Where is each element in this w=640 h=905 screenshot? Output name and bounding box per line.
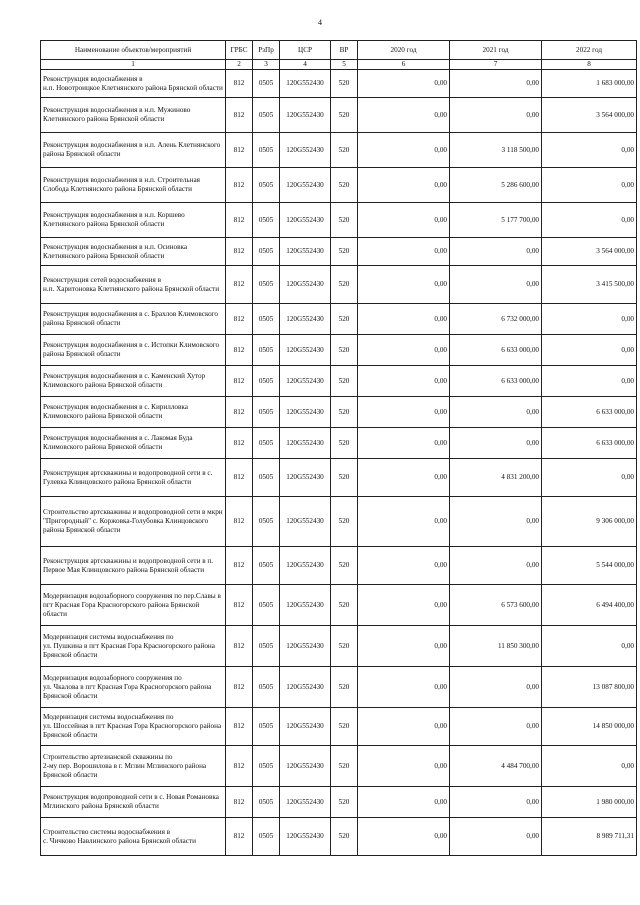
row-amount-2021: 6 633 000,00	[450, 335, 542, 366]
table-row	[41, 459, 637, 497]
row-name: Реконструкция водоснабжения в н.п. Алень Клетнянского района Брянской области	[41, 133, 226, 168]
row-name: Модернизация водозаборного сооружения по ул. Чкалова в пгт Красная Гора Красногорского района Брянской области	[41, 667, 226, 708]
row-amount-2020: 0,00	[358, 708, 450, 746]
row-rzpr: 0505	[253, 459, 280, 497]
row-csr: 120G552430	[280, 266, 331, 304]
row-csr: 120G552430	[280, 818, 331, 856]
row-amount-2022: 0,00	[542, 168, 637, 203]
row-name: Реконструкция водоснабжения в с. Брахлов Климовского района Брянской области	[41, 304, 226, 335]
row-grbs: 812	[226, 459, 253, 497]
table-row	[41, 238, 637, 266]
row-vr: 520	[331, 335, 358, 366]
row-name: Модернизация системы водоснабжения по ул. Шоссейная в пгт Красная Гора Красногорского района Брянской области	[41, 708, 226, 746]
row-csr: 120G552430	[280, 497, 331, 547]
row-amount-2021: 0,00	[450, 238, 542, 266]
row-rzpr: 0505	[253, 708, 280, 746]
row-vr: 520	[331, 459, 358, 497]
row-name: Реконструкция сетей водоснабжения в н.п. Харитоновка Клетнянского района Брянской области	[41, 266, 226, 304]
row-name: Реконструкция водоснабжения в н.п. Строительная Слобода Клетнянского района Брянской области	[41, 168, 226, 203]
row-amount-2021: 3 118 500,00	[450, 133, 542, 168]
row-rzpr: 0505	[253, 133, 280, 168]
table-row	[41, 335, 637, 366]
row-rzpr: 0505	[253, 397, 280, 428]
row-rzpr: 0505	[253, 203, 280, 238]
row-amount-2021: 0,00	[450, 818, 542, 856]
row-amount-2020: 0,00	[358, 585, 450, 626]
row-grbs: 812	[226, 133, 253, 168]
row-vr: 520	[331, 497, 358, 547]
column-number: 1	[41, 60, 226, 70]
header-2020: 2020 год	[358, 41, 450, 60]
row-amount-2020: 0,00	[358, 818, 450, 856]
header-rzpr: РзПр	[253, 41, 280, 60]
row-vr: 520	[331, 366, 358, 397]
row-rzpr: 0505	[253, 428, 280, 459]
row-csr: 120G552430	[280, 667, 331, 708]
row-amount-2020: 0,00	[358, 70, 450, 98]
row-vr: 520	[331, 428, 358, 459]
row-vr: 520	[331, 708, 358, 746]
table-row	[41, 428, 637, 459]
row-csr: 120G552430	[280, 585, 331, 626]
row-name: Реконструкция водоснабжения в н.п. Новотроицкое Клетнянского района Брянской области	[41, 70, 226, 98]
row-amount-2022: 3 564 000,00	[542, 238, 637, 266]
row-name: Реконструкция водоснабжения в н.п. Осиновка Клетнянского района Брянской области	[41, 238, 226, 266]
table-row	[41, 585, 637, 626]
table-row	[41, 626, 637, 667]
row-amount-2021: 6 573 600,00	[450, 585, 542, 626]
row-amount-2020: 0,00	[358, 667, 450, 708]
row-amount-2022: 0,00	[542, 459, 637, 497]
row-grbs: 812	[226, 238, 253, 266]
header-vr: ВР	[331, 41, 358, 60]
row-grbs: 812	[226, 497, 253, 547]
row-amount-2022: 0,00	[542, 335, 637, 366]
row-name: Модернизация водозаборного сооружения по пер.Славы в пгт Красная Гора Красногорского района Брянской области	[41, 585, 226, 626]
row-amount-2022: 5 544 000,00	[542, 547, 637, 585]
row-amount-2021: 0,00	[450, 667, 542, 708]
row-amount-2020: 0,00	[358, 168, 450, 203]
row-csr: 120G552430	[280, 98, 331, 133]
row-rzpr: 0505	[253, 626, 280, 667]
row-amount-2022: 13 087 800,00	[542, 667, 637, 708]
row-amount-2021: 0,00	[450, 98, 542, 133]
row-vr: 520	[331, 585, 358, 626]
table-row	[41, 98, 637, 133]
row-amount-2020: 0,00	[358, 366, 450, 397]
row-csr: 120G552430	[280, 626, 331, 667]
row-amount-2020: 0,00	[358, 238, 450, 266]
row-grbs: 812	[226, 708, 253, 746]
row-csr: 120G552430	[280, 304, 331, 335]
row-amount-2020: 0,00	[358, 98, 450, 133]
row-csr: 120G552430	[280, 335, 331, 366]
row-vr: 520	[331, 70, 358, 98]
row-rzpr: 0505	[253, 98, 280, 133]
row-amount-2021: 5 177 700,00	[450, 203, 542, 238]
row-name: Модернизация системы водоснабжения по ул. Пушкина в пгт Красная Гора Красногорского района Брянской области	[41, 626, 226, 667]
row-rzpr: 0505	[253, 746, 280, 787]
row-amount-2022: 1 980 000,00	[542, 787, 637, 818]
table-row	[41, 497, 637, 547]
row-amount-2021: 11 850 300,00	[450, 626, 542, 667]
row-name: Реконструкция артскважины и водопроводной сети в с. Гулевка Клинцовского района Брянской области	[41, 459, 226, 497]
row-csr: 120G552430	[280, 168, 331, 203]
row-amount-2022: 0,00	[542, 366, 637, 397]
row-csr: 120G552430	[280, 708, 331, 746]
row-rzpr: 0505	[253, 168, 280, 203]
row-vr: 520	[331, 133, 358, 168]
row-amount-2022: 0,00	[542, 626, 637, 667]
column-number: 5	[331, 60, 358, 70]
table-row	[41, 746, 637, 787]
row-amount-2020: 0,00	[358, 203, 450, 238]
row-grbs: 812	[226, 366, 253, 397]
table-row	[41, 266, 637, 304]
row-rzpr: 0505	[253, 70, 280, 98]
row-vr: 520	[331, 626, 358, 667]
row-amount-2020: 0,00	[358, 133, 450, 168]
row-grbs: 812	[226, 304, 253, 335]
row-amount-2020: 0,00	[358, 397, 450, 428]
row-rzpr: 0505	[253, 818, 280, 856]
row-csr: 120G552430	[280, 547, 331, 585]
header-2022: 2022 год	[542, 41, 637, 60]
row-rzpr: 0505	[253, 238, 280, 266]
row-amount-2022: 0,00	[542, 203, 637, 238]
table-row	[41, 818, 637, 856]
budget-table	[40, 40, 637, 856]
row-amount-2020: 0,00	[358, 459, 450, 497]
table-row	[41, 667, 637, 708]
row-csr: 120G552430	[280, 133, 331, 168]
row-grbs: 812	[226, 168, 253, 203]
row-amount-2021: 0,00	[450, 397, 542, 428]
row-amount-2022: 1 683 000,00	[542, 70, 637, 98]
row-grbs: 812	[226, 667, 253, 708]
row-grbs: 812	[226, 203, 253, 238]
header-row	[41, 41, 637, 60]
header-2021: 2021 год	[450, 41, 542, 60]
row-name: Реконструкция водоснабжения в с. Истопки Климовского района Брянской области	[41, 335, 226, 366]
table-row	[41, 366, 637, 397]
row-vr: 520	[331, 667, 358, 708]
row-amount-2022: 0,00	[542, 133, 637, 168]
row-amount-2022: 6 633 000,00	[542, 397, 637, 428]
row-name: Реконструкция артскважины и водопроводной сети в п. Первое Мая Клинцовского района Брянской области	[41, 547, 226, 585]
row-amount-2020: 0,00	[358, 266, 450, 304]
row-csr: 120G552430	[280, 70, 331, 98]
table-row	[41, 203, 637, 238]
column-numbering-row	[41, 60, 637, 70]
table-row	[41, 397, 637, 428]
column-number: 8	[542, 60, 637, 70]
row-name: Строительство артезианской скважины по 2-му пер. Ворошилова в г. Мглин Мглинского района Брянской области	[41, 746, 226, 787]
row-rzpr: 0505	[253, 667, 280, 708]
column-number: 7	[450, 60, 542, 70]
row-grbs: 812	[226, 787, 253, 818]
row-amount-2021: 4 831 200,00	[450, 459, 542, 497]
page-number: 4	[318, 18, 322, 27]
row-rzpr: 0505	[253, 335, 280, 366]
row-amount-2020: 0,00	[358, 335, 450, 366]
row-amount-2020: 0,00	[358, 547, 450, 585]
row-name: Реконструкция водоснабжения в н.п. Коршево Клетнянского района Брянской области	[41, 203, 226, 238]
row-amount-2022: 6 633 000,00	[542, 428, 637, 459]
row-amount-2020: 0,00	[358, 787, 450, 818]
row-amount-2020: 0,00	[358, 626, 450, 667]
row-vr: 520	[331, 266, 358, 304]
row-amount-2021: 0,00	[450, 266, 542, 304]
header-csr: ЦСР	[280, 41, 331, 60]
row-name: Реконструкция водоснабжения в с. Каменский Хутор Климовского района Брянской области	[41, 366, 226, 397]
row-vr: 520	[331, 397, 358, 428]
row-vr: 520	[331, 98, 358, 133]
row-grbs: 812	[226, 547, 253, 585]
row-amount-2022: 3 564 000,00	[542, 98, 637, 133]
row-amount-2022: 3 415 500,00	[542, 266, 637, 304]
row-csr: 120G552430	[280, 238, 331, 266]
header-grbs: ГРБС	[226, 41, 253, 60]
row-amount-2021: 0,00	[450, 787, 542, 818]
row-grbs: 812	[226, 98, 253, 133]
row-csr: 120G552430	[280, 746, 331, 787]
table-row	[41, 168, 637, 203]
table-row	[41, 787, 637, 818]
row-rzpr: 0505	[253, 585, 280, 626]
row-rzpr: 0505	[253, 366, 280, 397]
row-amount-2022: 0,00	[542, 746, 637, 787]
row-amount-2022: 0,00	[542, 304, 637, 335]
row-vr: 520	[331, 238, 358, 266]
table-row	[41, 708, 637, 746]
row-grbs: 812	[226, 585, 253, 626]
row-csr: 120G552430	[280, 397, 331, 428]
row-amount-2021: 6 633 000,00	[450, 366, 542, 397]
row-grbs: 812	[226, 626, 253, 667]
row-vr: 520	[331, 203, 358, 238]
row-rzpr: 0505	[253, 547, 280, 585]
row-vr: 520	[331, 746, 358, 787]
row-name: Строительство артскважины и водопроводной сети в мкрн "Пригородный" с. Коржовка-Голубовка Клинцовского района Брянской области	[41, 497, 226, 547]
table-body	[41, 70, 637, 856]
row-csr: 120G552430	[280, 787, 331, 818]
header-name: Наименование объектов/мероприятий	[41, 41, 226, 60]
table-row	[41, 70, 637, 98]
row-vr: 520	[331, 787, 358, 818]
column-number: 4	[280, 60, 331, 70]
row-vr: 520	[331, 304, 358, 335]
row-grbs: 812	[226, 746, 253, 787]
row-name: Реконструкция водоснабжения в с. Лакомая Буда Климовского района Брянской области	[41, 428, 226, 459]
row-amount-2020: 0,00	[358, 497, 450, 547]
row-csr: 120G552430	[280, 203, 331, 238]
row-amount-2021: 4 484 700,00	[450, 746, 542, 787]
row-name: Реконструкция водоснабжения в с. Кирилловка Климовского района Брянской области	[41, 397, 226, 428]
table-row	[41, 547, 637, 585]
table-row	[41, 133, 637, 168]
row-amount-2021: 6 732 000,00	[450, 304, 542, 335]
row-rzpr: 0505	[253, 266, 280, 304]
row-vr: 520	[331, 168, 358, 203]
row-amount-2022: 6 494 400,00	[542, 585, 637, 626]
column-number: 2	[226, 60, 253, 70]
row-csr: 120G552430	[280, 459, 331, 497]
row-amount-2020: 0,00	[358, 304, 450, 335]
row-amount-2022: 9 306 000,00	[542, 497, 637, 547]
row-grbs: 812	[226, 428, 253, 459]
column-number: 6	[358, 60, 450, 70]
row-name: Реконструкция водоснабжения в н.п. Мужиново Клетнянского района Брянской области	[41, 98, 226, 133]
row-csr: 120G552430	[280, 366, 331, 397]
row-grbs: 812	[226, 335, 253, 366]
table-row	[41, 304, 637, 335]
row-grbs: 812	[226, 70, 253, 98]
row-grbs: 812	[226, 818, 253, 856]
row-amount-2021: 5 286 600,00	[450, 168, 542, 203]
row-grbs: 812	[226, 266, 253, 304]
row-amount-2021: 0,00	[450, 70, 542, 98]
row-vr: 520	[331, 547, 358, 585]
row-amount-2022: 8 989 711,31	[542, 818, 637, 856]
row-rzpr: 0505	[253, 787, 280, 818]
row-vr: 520	[331, 818, 358, 856]
row-amount-2021: 0,00	[450, 428, 542, 459]
row-amount-2022: 14 850 000,00	[542, 708, 637, 746]
row-grbs: 812	[226, 397, 253, 428]
row-amount-2020: 0,00	[358, 746, 450, 787]
row-amount-2021: 0,00	[450, 547, 542, 585]
row-rzpr: 0505	[253, 497, 280, 547]
row-name: Реконструкция водопроводной сети в с. Новая Романовка Мглинского района Брянской области	[41, 787, 226, 818]
row-rzpr: 0505	[253, 304, 280, 335]
column-number: 3	[253, 60, 280, 70]
row-amount-2021: 0,00	[450, 708, 542, 746]
row-name: Строительство системы водоснабжения в с. Чичково Навлинского района Брянской области	[41, 818, 226, 856]
row-csr: 120G552430	[280, 428, 331, 459]
row-amount-2021: 0,00	[450, 497, 542, 547]
row-amount-2020: 0,00	[358, 428, 450, 459]
